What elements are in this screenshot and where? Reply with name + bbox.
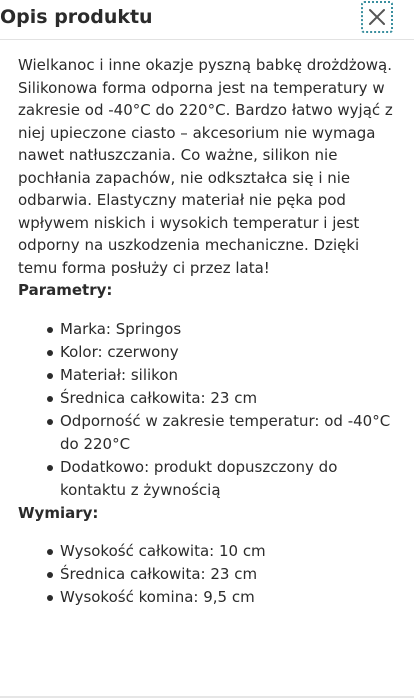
list-item: Dodatkowo: produkt dopuszczony do kontaktu z żywnością: [60, 456, 398, 502]
list-item: Średnica całkowita: 23 cm: [60, 563, 398, 586]
close-icon: [368, 8, 386, 26]
parameters-list: [18, 318, 398, 502]
list-item: Marka: Springos: [60, 318, 398, 341]
list-item: Odporność w zakresie temperatur: od -40°C do 220°C: [60, 410, 398, 456]
list-item: Wysokość całkowita: 10 cm: [60, 540, 398, 563]
list-item: Średnica całkowita: 23 cm: [60, 387, 398, 410]
dimensions-heading: Wymiary:: [18, 503, 99, 522]
sheet-header: [0, 0, 414, 40]
parameters-heading: Parametry:: [18, 281, 113, 299]
close-button[interactable]: [361, 1, 393, 33]
description-text: Wielkanoc i inne okazje pyszną babkę drożdżową. Silikonowa forma odporna jest na temperatury w zakresie od -40°C do 220°C. Bardzo łatwo wyjąć z niej upieczone ciasto – akcesorium nie wymaga nawet natłuszczania. Co ważne, silikon nie pochłania zapachów, nie odkształca się i nie odbarwia. Elastyczny materiał nie pęka pod wpływem niskich i wysokich temperatur i jest odporny na uszkodzenia mechaniczne. Dzięki temu forma posłuży ci przez lata!: [18, 56, 393, 277]
dimensions-list: [18, 540, 398, 609]
list-item: Wysokość komina: 9,5 cm: [60, 586, 398, 609]
page-title: Opis produktu: [0, 6, 153, 28]
list-item: Materiał: silikon: [60, 364, 398, 387]
list-item: Kolor: czerwony: [60, 341, 398, 364]
description-content: [18, 54, 398, 609]
